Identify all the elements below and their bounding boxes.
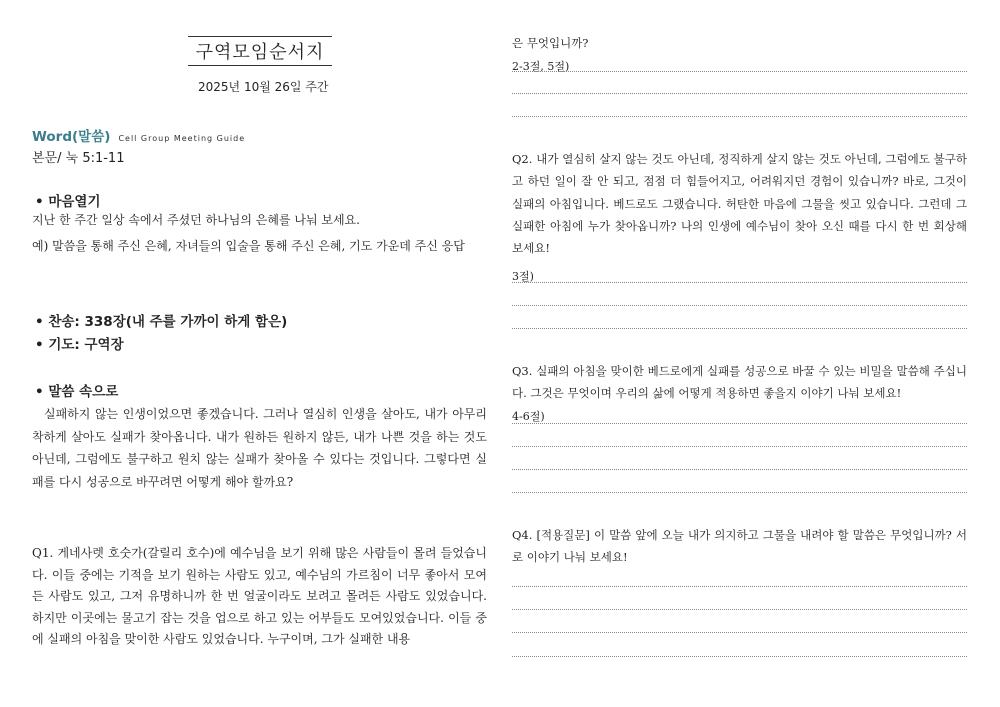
- worksheet-title: 구역모임순서지: [188, 36, 332, 66]
- answer-line: [512, 469, 967, 470]
- opening-heading: • 마음열기: [35, 194, 101, 210]
- answer-line: [512, 423, 967, 424]
- answer-line: [512, 609, 967, 610]
- opening-line-2: 예) 말씀을 통해 주신 은혜, 자녀들의 입술을 통해 주신 은혜, 기도 가운데 주신 응답: [32, 239, 465, 253]
- week-date: 2025년 10월 26일 주간: [198, 80, 329, 94]
- answer-line: [512, 328, 967, 329]
- scripture-passage: 본문/ 눅 5:1-11: [32, 151, 125, 166]
- into-word-heading: • 말씀 속으로: [35, 384, 119, 400]
- answer-line: [512, 93, 967, 94]
- question-3-ref: 4-6절): [512, 410, 545, 423]
- question-3-text: Q3. 실패의 아침을 맞이한 베드로에게 실패를 성공으로 바꿀 수 있는 비밀을 말씀해 주십니다. 그것은 무엇이며 우리의 삶에 어떻게 적용하면 좋을지 이야기 나눠 보세요!: [512, 364, 967, 401]
- answer-line: [512, 305, 967, 306]
- word-title: Word(말씀): [32, 129, 111, 145]
- answer-line: [512, 492, 967, 493]
- answer-line: [512, 632, 967, 633]
- question-1-text: Q1. 게네사렛 호숫가(갈릴리 호수)에 예수님을 보기 위해 많은 사람들이 몰려 들었습니다. 이들 중에는 기적을 보기 원하는 사람도 있고, 예수님의 가르침이 너무 좋아서 모여든 사람도 있고, 그저 유명하니까 한 번 얼굴이라도 보려고 몰려든 사람도 있었습니다. 하지만 이곳에는 물고기 잡는 것을 업으로 하고 있는 어부들도 모여있었습니다. 이들 중에 실패의 아침을 맞이한 사람도 있었습니다. 누구이며, 그가 실패한 내용: [32, 546, 487, 646]
- question-4-text: Q4. [적용질문] 이 말씀 앞에 오늘 내가 의지하고 그물을 내려야 할 말씀은 무엇입니까? 서로 이야기 나눠 보세요!: [512, 528, 967, 565]
- answer-line: [512, 656, 967, 657]
- prayer-heading: • 기도: 구역장: [35, 337, 124, 353]
- word-subtitle: Cell Group Meeting Guide: [118, 134, 246, 143]
- word-header: [32, 125, 245, 145]
- question-2-ref: 3절): [512, 270, 534, 283]
- answer-line: [512, 446, 967, 447]
- answer-line: [512, 71, 967, 72]
- answer-line: [512, 282, 967, 283]
- answer-line: [512, 116, 967, 117]
- question-1-ref: 2-3절, 5절): [512, 60, 570, 73]
- question-1-continued: 은 무엇입니까?: [512, 36, 589, 50]
- question-2-text: Q2. 내가 열심히 살지 않는 것도 아닌데, 정직하게 살지 않는 것도 아닌데, 그럼에도 불구하고 하던 일이 잘 안 되고, 점점 더 힘들어지고, 어려워지던 경험이 있습니까? 바로, 그것이 실패의 아침입니다. 베드로도 그랬습니다. 허탄한 마음에 그물을 씻고 있습니다. 그런데 그 실패한 아침에 누가 찾아옵니까? 나의 인생에 예수님이 찾아 오신 때를 다시 한 번 회상해 보세요!: [512, 152, 967, 256]
- hymn-heading: • 찬송: 338장(내 주를 가까이 하게 함은): [35, 314, 288, 330]
- into-word-body: 실패하지 않는 인생이었으면 좋겠습니다. 그러나 열심히 인생을 살아도, 내가 아무리 착하게 살아도 실패가 찾아옵니다. 내가 원하든 원하지 않든, 내가 나쁜 것을 하는 것도 아닌데, 그럼에도 불구하고 원치 않는 실패가 찾아올 수 있다는 것입니다. 그렇다면 실패를 다시 성공으로 바꾸려면 어떻게 해야 할까요?: [32, 407, 487, 489]
- answer-line: [512, 586, 967, 587]
- opening-line-1: 지난 한 주간 일상 속에서 주셨던 하나님의 은혜를 나눠 보세요.: [32, 213, 360, 227]
